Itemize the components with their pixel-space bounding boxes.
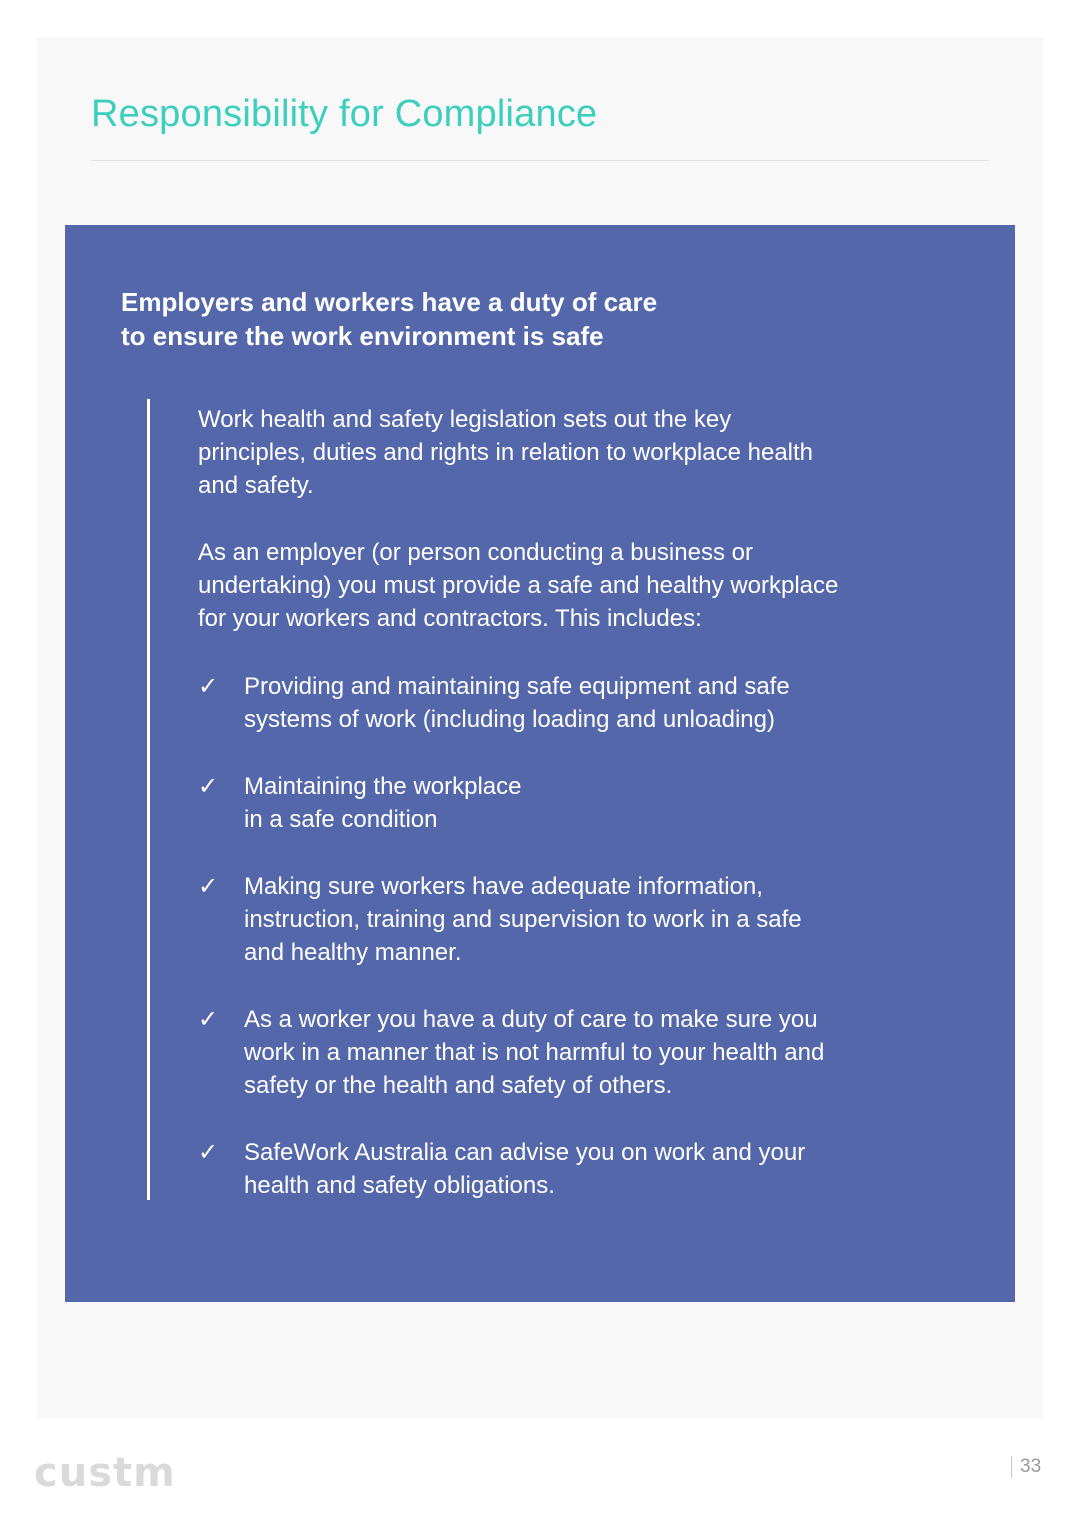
paragraph-employer — [198, 536, 978, 635]
panel-heading — [121, 285, 841, 353]
list-item-line: work in a manner that is not harmful to your health and — [244, 1039, 825, 1066]
paragraph-line: for your workers and contractors. This includes: — [198, 605, 702, 632]
checkmark-icon: ✓ — [198, 672, 219, 700]
list-item-line: As a worker you have a duty of care to make sure you — [244, 1006, 818, 1033]
paragraph-line: principles, duties and rights in relation to workplace health — [198, 439, 814, 466]
list-item — [198, 1003, 978, 1102]
checkmark-icon: ✓ — [198, 1138, 219, 1166]
list-item-line: and healthy manner. — [244, 939, 462, 966]
paragraph-line: Work health and safety legislation sets out the key — [198, 406, 732, 433]
list-item — [198, 1136, 978, 1202]
title-divider — [91, 160, 989, 161]
list-item — [198, 670, 978, 736]
panel-heading-line: to ensure the work environment is safe — [121, 321, 604, 351]
vertical-rule — [147, 399, 150, 1200]
list-item-line: safety or the health and safety of others. — [244, 1072, 673, 1099]
checkmark-icon: ✓ — [198, 872, 219, 900]
paragraph-line: undertaking) you must provide a safe and healthy workplace — [198, 572, 839, 599]
list-item-line: instruction, training and supervision to work in a safe — [244, 906, 802, 933]
list-item-line: Maintaining the workplace — [244, 773, 522, 800]
list-item — [198, 870, 978, 969]
page-title: Responsibility for Compliance — [91, 93, 598, 135]
list-item-line: health and safety obligations. — [244, 1172, 555, 1199]
list-item-line: systems of work (including loading and unloading) — [244, 706, 775, 733]
list-item-line: in a safe condition — [244, 806, 438, 833]
panel-heading-line: Employers and workers have a duty of care — [121, 287, 658, 317]
page-number: 33 — [1011, 1456, 1041, 1478]
paragraph-legislation — [198, 403, 978, 502]
checkmark-icon: ✓ — [198, 772, 219, 800]
list-item-line: Making sure workers have adequate information, — [244, 873, 763, 900]
list-item — [198, 770, 978, 836]
list-item-line: Providing and maintaining safe equipment and safe — [244, 673, 790, 700]
paragraph-line: and safety. — [198, 472, 314, 499]
paragraph-line: As an employer (or person conducting a business or — [198, 539, 753, 566]
brand-logo: custm — [34, 1450, 176, 1496]
list-item-line: SafeWork Australia can advise you on work and your — [244, 1139, 806, 1166]
duties-checklist — [198, 670, 978, 1236]
checkmark-icon: ✓ — [198, 1005, 219, 1033]
